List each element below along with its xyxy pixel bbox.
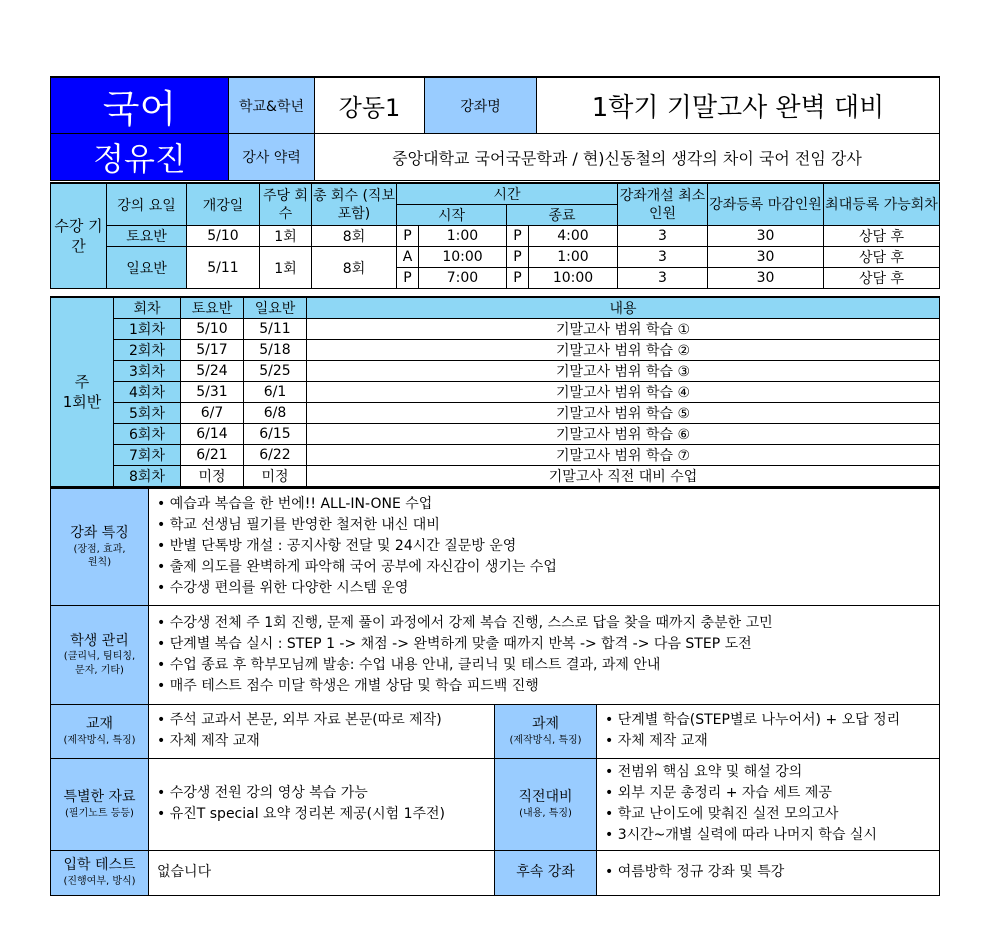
list-item: • 학교 선생님 필기를 반영한 철저한 내신 대비 bbox=[157, 517, 440, 534]
sat-date: 6/7 bbox=[181, 403, 244, 424]
final-prep-label: 직전대비 bbox=[518, 788, 573, 805]
sun2-start-time: 7:00 bbox=[419, 268, 507, 289]
schedule-label-line1: 주 bbox=[74, 373, 90, 391]
bio-label: 강사 약력 bbox=[229, 134, 315, 181]
round: 7회차 bbox=[114, 445, 181, 466]
table-row bbox=[51, 424, 940, 445]
list-item: • 주석 교과서 본문, 외부 자료 본문(따로 제작) bbox=[157, 712, 442, 728]
table-row bbox=[51, 319, 940, 340]
list-item: • 외부 지문 총정리 + 자습 세트 제공 bbox=[605, 785, 832, 801]
sat-end-ap: P bbox=[507, 226, 529, 247]
sun1-deadline: 30 bbox=[708, 247, 824, 268]
list-item: • 유진T special 요약 정리본 제공(시험 1주전) bbox=[157, 806, 446, 822]
list-item: • 수강생 편의를 위한 다양한 시스템 운영 bbox=[157, 580, 409, 597]
content: 기말고사 범위 학습 ④ bbox=[307, 382, 940, 403]
period-header-weekly: 주당 회수 bbox=[260, 183, 312, 226]
special-sub: (필기노트 등등) bbox=[65, 807, 134, 819]
list-item: • 여름방학 정규 강좌 및 특강 bbox=[605, 864, 785, 880]
sat-date: 5/17 bbox=[181, 340, 244, 361]
sun-date: 5/18 bbox=[244, 340, 307, 361]
follow-up-label: 후속 강좌 bbox=[495, 850, 597, 895]
period-header-max: 최대등록 가능회차 bbox=[824, 183, 940, 226]
subject-title: 국어 bbox=[51, 77, 229, 134]
sun-weekly: 1회 bbox=[260, 247, 312, 289]
sun-date: 6/8 bbox=[244, 403, 307, 424]
content: 기말고사 범위 학습 ⑥ bbox=[307, 424, 940, 445]
sat-day: 토요반 bbox=[107, 226, 187, 247]
table-row bbox=[51, 340, 940, 361]
sun1-start-ap: A bbox=[397, 247, 419, 268]
sun2-deadline: 30 bbox=[708, 268, 824, 289]
table-row bbox=[51, 466, 940, 487]
features-sub-2: 원칙) bbox=[87, 557, 112, 569]
textbook-label-cell bbox=[51, 704, 149, 758]
round: 2회차 bbox=[114, 340, 181, 361]
sat-date: 5/10 bbox=[181, 319, 244, 340]
list-item: • 단계별 복습 실시 : STEP 1 -> 채점 -> 완벽하게 맞출 때까지 반복 -> 합격 -> 다음 STEP 도전 bbox=[157, 635, 752, 652]
list-item: • 전범위 핵심 요약 및 해설 강의 bbox=[605, 764, 803, 780]
homework-label-cell bbox=[495, 704, 597, 758]
details-table bbox=[50, 487, 940, 896]
list-item: • 학교 난이도에 맞춰진 실전 모의고사 bbox=[605, 806, 839, 822]
homework-list bbox=[597, 704, 940, 758]
sun1-end-ap: P bbox=[507, 247, 529, 268]
period-section-text: 수강 기간 bbox=[54, 217, 103, 255]
schedule-header-sat: 토요반 bbox=[181, 297, 244, 319]
school-grade-value: 강동1 bbox=[315, 77, 425, 134]
school-grade-label: 학교&학년 bbox=[229, 77, 315, 134]
sun2-end-ap: P bbox=[507, 268, 529, 289]
final-prep-list bbox=[597, 758, 940, 850]
list-item: • 예습과 복습을 한 번에!! ALL-IN-ONE 수업 bbox=[157, 496, 433, 513]
sun-date: 5/25 bbox=[244, 361, 307, 382]
sun-total: 8회 bbox=[312, 247, 397, 289]
round: 5회차 bbox=[114, 403, 181, 424]
entrance-test-label: 입학 테스트 bbox=[63, 857, 136, 874]
sun1-max: 상담 후 bbox=[824, 247, 940, 268]
textbook-label: 교재 bbox=[85, 715, 114, 732]
sun2-max: 상담 후 bbox=[824, 268, 940, 289]
sat-date: 6/14 bbox=[181, 424, 244, 445]
list-item: • 3시간~개별 실력에 따라 나머지 학습 실시 bbox=[605, 827, 877, 843]
features-sub-1: (장점, 효과, bbox=[73, 543, 126, 555]
sat-date: 6/21 bbox=[181, 445, 244, 466]
period-table bbox=[50, 182, 940, 289]
schedule-header-round: 회차 bbox=[114, 297, 181, 319]
period-section-label bbox=[51, 183, 107, 289]
entrance-test-label-cell bbox=[51, 850, 149, 895]
sun1-min: 3 bbox=[618, 247, 708, 268]
table-row bbox=[51, 382, 940, 403]
sat-deadline: 30 bbox=[708, 226, 824, 247]
sat-date: 미정 bbox=[181, 466, 244, 487]
schedule-section-label bbox=[51, 297, 114, 487]
content: 기말고사 범위 학습 ③ bbox=[307, 361, 940, 382]
sun-date: 6/22 bbox=[244, 445, 307, 466]
sat-date: 5/10 bbox=[187, 226, 260, 247]
special-label-cell bbox=[51, 758, 149, 850]
table-row bbox=[51, 361, 940, 382]
management-list bbox=[149, 605, 940, 704]
schedule-table bbox=[50, 296, 940, 487]
features-label: 강좌 특징 bbox=[70, 524, 129, 541]
bio-value: 중앙대학교 국어국문학과 / 현)신동철의 생각의 차이 국어 전임 강사 bbox=[315, 134, 940, 181]
content: 기말고사 범위 학습 ② bbox=[307, 340, 940, 361]
special-label: 특별한 자료 bbox=[63, 788, 136, 805]
management-label: 학생 관리 bbox=[70, 632, 129, 649]
period-header-time: 시간 bbox=[397, 183, 618, 205]
management-sub-1: (클리닉, 팀티칭, bbox=[63, 651, 136, 663]
management-label-cell bbox=[51, 605, 149, 704]
homework-label: 과제 bbox=[531, 715, 560, 732]
textbook-sub: (제작방식, 특징) bbox=[63, 734, 136, 746]
sat-weekly: 1회 bbox=[260, 226, 312, 247]
sun-date: 미정 bbox=[244, 466, 307, 487]
list-item: • 자체 제작 교재 bbox=[605, 733, 708, 749]
sat-start-ap: P bbox=[397, 226, 419, 247]
content: 기말고사 범위 학습 ⑦ bbox=[307, 445, 940, 466]
sun2-min: 3 bbox=[618, 268, 708, 289]
list-item: • 수강생 전체 주 1회 진행, 문제 풀이 과정에서 강제 복습 진행, 스스로 답을 찾을 때까지 충분한 고민 bbox=[157, 614, 773, 631]
entrance-test-value: 없습니다 bbox=[149, 850, 495, 895]
sun-date: 5/11 bbox=[187, 247, 260, 289]
sun1-end-time: 1:00 bbox=[529, 247, 618, 268]
round: 8회차 bbox=[114, 466, 181, 487]
course-name-label: 강좌명 bbox=[425, 77, 537, 134]
final-prep-sub: (내용, 특징) bbox=[519, 807, 572, 819]
round: 1회차 bbox=[114, 319, 181, 340]
features-list bbox=[149, 488, 940, 605]
schedule-header-content: 내용 bbox=[307, 297, 940, 319]
table-row bbox=[51, 403, 940, 424]
sun-date: 6/15 bbox=[244, 424, 307, 445]
sun1-start-time: 10:00 bbox=[419, 247, 507, 268]
homework-sub: (제작방식, 특징) bbox=[509, 734, 582, 746]
sat-end-time: 4:00 bbox=[529, 226, 618, 247]
management-sub-2: 문자, 기타) bbox=[75, 664, 124, 676]
round: 6회차 bbox=[114, 424, 181, 445]
content: 기말고사 직전 대비 수업 bbox=[307, 466, 940, 487]
final-prep-label-cell bbox=[495, 758, 597, 850]
sat-start-time: 1:00 bbox=[419, 226, 507, 247]
round: 4회차 bbox=[114, 382, 181, 403]
special-list bbox=[149, 758, 495, 850]
list-item: • 매주 테스트 점수 미달 학생은 개별 상담 및 학습 피드백 진행 bbox=[157, 677, 539, 694]
sun-day: 일요반 bbox=[107, 247, 187, 289]
schedule-label-line2: 1회반 bbox=[62, 393, 102, 411]
sat-total: 8회 bbox=[312, 226, 397, 247]
entrance-test-sub: (진행여부, 방식) bbox=[63, 876, 136, 888]
list-item: • 수업 종료 후 학부모님께 발송: 수업 내용 안내, 클리닉 및 테스트 결과, 과제 안내 bbox=[157, 656, 661, 673]
sun2-start-ap: P bbox=[397, 268, 419, 289]
sat-date: 5/31 bbox=[181, 382, 244, 403]
features-label-cell bbox=[51, 488, 149, 605]
textbook-list bbox=[149, 704, 495, 758]
period-header-min: 강좌개설 최소인원 bbox=[618, 183, 708, 226]
period-header-day: 강의 요일 bbox=[107, 183, 187, 226]
teacher-name: 정유진 bbox=[51, 134, 229, 181]
list-item: • 출제 의도를 완벽하게 파악해 국어 공부에 자신감이 생기는 수업 bbox=[157, 559, 557, 576]
list-item: • 자체 제작 교재 bbox=[157, 733, 260, 749]
period-header-total: 총 회수 (직보포함) bbox=[312, 183, 397, 226]
sun-date: 5/11 bbox=[244, 319, 307, 340]
sat-min: 3 bbox=[618, 226, 708, 247]
follow-up-list bbox=[597, 850, 940, 895]
header-table bbox=[50, 76, 940, 181]
course-name-value: 1학기 기말고사 완벽 대비 bbox=[537, 77, 940, 134]
period-header-time-end: 종료 bbox=[507, 205, 618, 226]
round: 3회차 bbox=[114, 361, 181, 382]
sat-date: 5/24 bbox=[181, 361, 244, 382]
period-header-deadline: 강좌등록 마감인원 bbox=[708, 183, 824, 226]
period-header-time-start: 시작 bbox=[397, 205, 507, 226]
content: 기말고사 범위 학습 ① bbox=[307, 319, 940, 340]
list-item: • 단계별 학습(STEP별로 나누어서) + 오답 정리 bbox=[605, 712, 901, 728]
table-row bbox=[51, 445, 940, 466]
list-item: • 수강생 전원 강의 영상 복습 가능 bbox=[157, 785, 368, 801]
period-header-start-date: 개강일 bbox=[187, 183, 260, 226]
sun2-end-time: 10:00 bbox=[529, 268, 618, 289]
schedule-header-sun: 일요반 bbox=[244, 297, 307, 319]
list-item: • 반별 단톡방 개설 : 공지사항 전달 및 24시간 질문방 운영 bbox=[157, 538, 517, 555]
sat-max: 상담 후 bbox=[824, 226, 940, 247]
content: 기말고사 범위 학습 ⑤ bbox=[307, 403, 940, 424]
sun-date: 6/1 bbox=[244, 382, 307, 403]
